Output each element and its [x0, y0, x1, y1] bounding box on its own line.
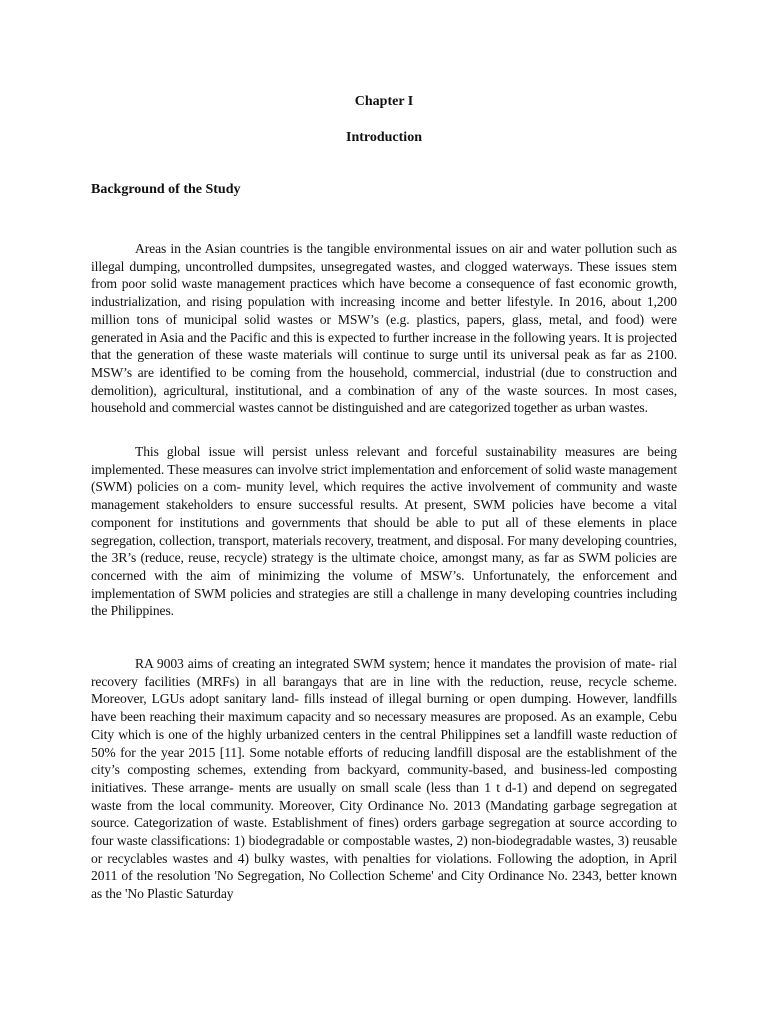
- page-title: Introduction: [346, 130, 422, 145]
- paragraph-3: RA 9003 aims of creating an integrated SWM system; hence it mandates the provision of mate- rial recovery facilities (MRFs) in all barangays that are in line with the reduction, reuse, recycle scheme. Moreover, LGUs adopt sanitary land- fills instead of illegal burning or open dumping. However, landfills have been reaching their maximum capacity and so necessary measures are proposed. As an example, Cebu City which is one of the highly urbanized centers in the central Philippines set a landfill waste reduction of 50% for the year 2015 [11]. Some notable efforts of reducing landfill disposal are the establishment of the city’s composting schemes, extending from backyard, community-based, and business-led composting initiatives. These arrange- ments are usually on small scale (less than 1 t d-1) and depend on segregated waste from the local community. Moreover, City Ordinance No. 2013 (Mandating garbage segregation at source. Categorization of waste. Establishment of fines) orders garbage segregation at source according to four waste classifications: 1) biodegradable or compostable wastes, 2) non-biodegradable wastes, 3) reusable or recyclables wastes and 4) bulky wastes, with penalties for violations. Following the adoption, in April 2011 of the resolution 'No Segregation, No Collection Scheme' and City Ordinance No. 2343, better known as the 'No Plastic Saturday: [91, 656, 677, 902]
- paragraph-2: This global issue will persist unless relevant and forceful sustainability measures are being implemented. These measures can involve strict implementation and enforcement of solid waste management (SWM) policies on a com- munity level, which requires the active involvement of community and waste management stakeholders to ensure successful results. At present, SWM policies have become a vital component for institutions and governments that should be able to put all of these elements in place segregation, collection, transport, materials recovery, treatment, and disposal. For many developing countries, the 3R’s (reduce, reuse, recycle) strategy is the ultimate choice, amongst many, as far as SWM policies are concerned with the aim of minimizing the volume of MSW’s. Unfortunately, the enforcement and implementation of SWM policies and strategies are still a challenge in many developing countries including the Philippines.: [91, 444, 677, 619]
- paragraph-1: Areas in the Asian countries is the tangible environmental issues on air and water pollution such as illegal dumping, uncontrolled dumpsites, unsegregated wastes, and clogged waterways. These issues stem from poor solid waste management practices which have become a consequence of fast economic growth, industrialization, and rising population with increasing income and better lifestyle. In 2016, about 1,200 million tons of municipal solid wastes or MSW’s (e.g. plastics, papers, glass, metal, and food) were generated in Asia and the Pacific and this is expected to further increase in the following years. It is projected that the generation of these waste materials will continue to surge until its universal peak as far as 2100. MSW’s are identified to be coming from the household, commercial, industrial (due to construction and demolition), agricultural, institutional, and a combination of any of the waste sources. In most cases, household and commercial wastes cannot be distinguished and are categorized together as urban wastes.: [91, 241, 677, 416]
- chapter-heading: Chapter I: [354, 94, 414, 109]
- section-heading: Background of the Study: [91, 182, 241, 197]
